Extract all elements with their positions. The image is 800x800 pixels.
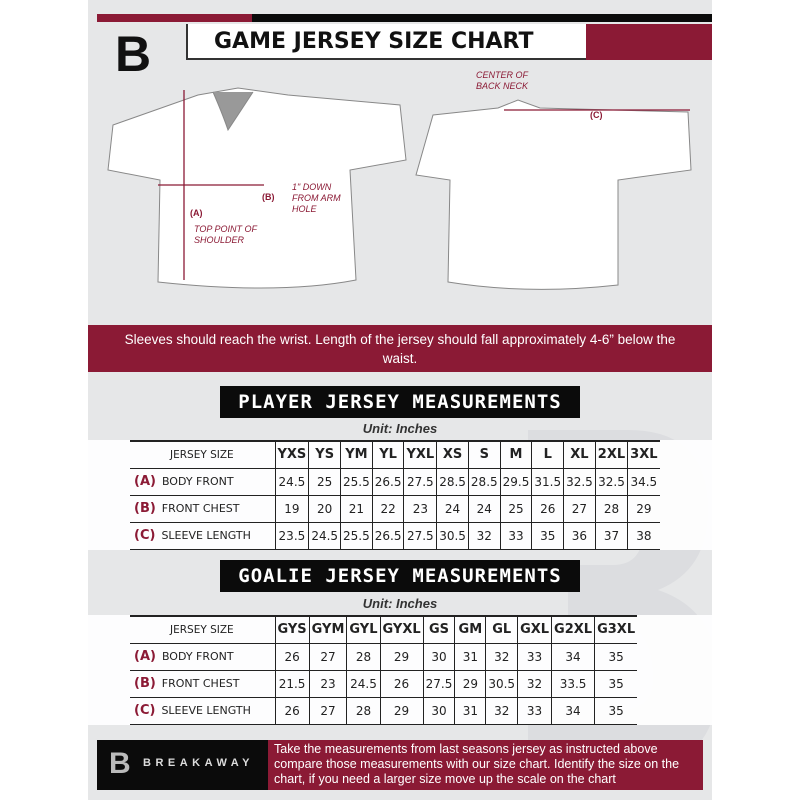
table-cell: 22 (372, 495, 404, 522)
size-gl: GL (486, 616, 518, 643)
size-xs: XS (437, 441, 469, 468)
table-cell: 28 (595, 495, 627, 522)
table-cell: 29 (380, 643, 423, 670)
row-label (130, 670, 275, 697)
size-s: S (468, 441, 500, 468)
table-cell: 23 (404, 495, 437, 522)
table-cell: 31 (455, 643, 486, 670)
table-cell: 21 (341, 495, 373, 522)
size-g3xl: G3XL (595, 616, 638, 643)
footer-instructions: Take the measurements from last seasons jersey as instructed above compare those measurements with our size chart. Identify the size on the chart, if you need a larger size move up the scale on the chart (268, 740, 703, 790)
size-header-row (130, 616, 637, 643)
size-gm: GM (455, 616, 486, 643)
table-cell: 27 (564, 495, 596, 522)
size-header-row (130, 441, 660, 468)
row-key: (B) (134, 501, 156, 516)
size-yl: YL (372, 441, 404, 468)
row-name: SLEEVE LENGTH (161, 529, 251, 542)
table-cell: 35 (595, 643, 638, 670)
table-cell: 27 (309, 643, 347, 670)
table-cell: 34 (552, 697, 595, 724)
table-row (130, 468, 660, 495)
table-cell: 32.5 (595, 468, 627, 495)
table-cell: 34.5 (628, 468, 660, 495)
table-cell: 26 (532, 495, 564, 522)
jersey-diagram (88, 70, 712, 310)
size-gyxl: GYXL (380, 616, 423, 643)
table-cell: 30.5 (437, 522, 469, 549)
c-label: (C) (590, 110, 603, 120)
shoulder-label: TOP POINT OF SHOULDER (194, 224, 257, 245)
goalie-unit: Unit: Inches (362, 596, 438, 611)
table-row (130, 697, 637, 724)
table-cell: 30 (423, 697, 455, 724)
table-cell: 26 (275, 697, 309, 724)
size-2xl: 2XL (595, 441, 627, 468)
size-3xl: 3XL (628, 441, 660, 468)
table-cell: 33 (518, 697, 552, 724)
table-cell: 24.5 (347, 670, 380, 697)
table-cell: 20 (309, 495, 341, 522)
size-xl: XL (564, 441, 596, 468)
center-back-neck-label: CENTER OF BACK NECK (476, 70, 529, 91)
table-cell: 35 (595, 697, 638, 724)
table-cell: 33.5 (552, 670, 595, 697)
brand-logo: B (115, 26, 152, 82)
table-cell: 24 (437, 495, 469, 522)
player-title: PLAYER JERSEY MEASUREMENTS (220, 386, 580, 418)
table-cell: 32.5 (564, 468, 596, 495)
b-label: (B) (262, 192, 275, 202)
size-gym: GYM (309, 616, 347, 643)
table-cell: 31 (455, 697, 486, 724)
table-cell: 29 (628, 495, 660, 522)
table-cell: 33 (500, 522, 532, 549)
table-cell: 29 (380, 697, 423, 724)
table-cell: 28 (347, 697, 380, 724)
row-key: (B) (134, 676, 156, 691)
table-cell: 36 (564, 522, 596, 549)
table-cell: 26 (275, 643, 309, 670)
player-table (88, 440, 712, 550)
back-jersey (416, 100, 691, 289)
size-g2xl: G2XL (552, 616, 595, 643)
table-cell: 33 (518, 643, 552, 670)
table-cell: 27.5 (404, 522, 437, 549)
table-cell: 25.5 (341, 468, 373, 495)
table-cell: 32 (518, 670, 552, 697)
table-cell: 23.5 (275, 522, 309, 549)
table-cell: 25.5 (341, 522, 373, 549)
table-row (130, 670, 637, 697)
size-gs: GS (423, 616, 455, 643)
fit-note (88, 325, 712, 372)
table-cell: 21.5 (275, 670, 309, 697)
table-cell: 28.5 (437, 468, 469, 495)
table-cell: 27.5 (404, 468, 437, 495)
top-bar-maroon (97, 14, 252, 22)
table-cell: 29.5 (500, 468, 532, 495)
row-name: BODY FRONT (161, 650, 234, 663)
page-title: GAME JERSEY SIZE CHART (186, 24, 586, 60)
row-label (130, 697, 275, 724)
table-cell: 23 (309, 670, 347, 697)
table-cell: 27 (309, 697, 347, 724)
table-cell: 32 (468, 522, 500, 549)
title-accent (586, 24, 712, 60)
size-l: L (532, 441, 564, 468)
table-cell: 37 (595, 522, 627, 549)
table-cell: 25 (500, 495, 532, 522)
row-label (130, 643, 275, 670)
row-label (130, 468, 275, 495)
size-chart-panel (88, 0, 712, 800)
row-name: SLEEVE LENGTH (161, 704, 251, 717)
table-cell: 24.5 (275, 468, 309, 495)
table-cell: 26.5 (372, 522, 404, 549)
front-jersey (108, 88, 406, 288)
table-cell: 28.5 (468, 468, 500, 495)
size-gys: GYS (275, 616, 309, 643)
table-cell: 28 (347, 643, 380, 670)
size-yxl: YXL (404, 441, 437, 468)
size-gyl: GYL (347, 616, 380, 643)
row-name: BODY FRONT (161, 475, 234, 488)
footer-brand-name: BREAKAWAY (143, 757, 254, 769)
top-bar-black (252, 14, 712, 22)
footer-logo: B (109, 747, 131, 780)
row-key: (A) (134, 474, 156, 489)
table-cell: 26.5 (372, 468, 404, 495)
table-cell: 34 (552, 643, 595, 670)
footer-brand (97, 740, 268, 790)
armhole-label: 1" DOWN FROM ARM HOLE (292, 182, 341, 214)
player-unit: Unit: Inches (362, 421, 438, 436)
table-cell: 38 (628, 522, 660, 549)
table-cell: 35 (595, 670, 638, 697)
table-cell: 26 (380, 670, 423, 697)
fit-note-text: Sleeves should reach the wrist. Length of the jersey should fall approximately 4-6” below the waist. (124, 332, 676, 366)
row-label (130, 522, 275, 549)
size-header: JERSEY SIZE (130, 441, 275, 468)
table-row (130, 522, 660, 549)
table-cell: 25 (309, 468, 341, 495)
table-cell: 35 (532, 522, 564, 549)
table-row (130, 495, 660, 522)
row-name: FRONT CHEST (161, 502, 240, 515)
size-ym: YM (341, 441, 373, 468)
table-cell: 30 (423, 643, 455, 670)
table-cell: 27.5 (423, 670, 455, 697)
table-cell: 31.5 (532, 468, 564, 495)
table-cell: 32 (486, 697, 518, 724)
a-label: (A) (190, 208, 203, 218)
size-ys: YS (309, 441, 341, 468)
goalie-table (88, 615, 712, 725)
table-cell: 24 (468, 495, 500, 522)
goalie-title: GOALIE JERSEY MEASUREMENTS (220, 560, 580, 592)
table-cell: 19 (275, 495, 309, 522)
size-yxs: YXS (275, 441, 309, 468)
size-header: JERSEY SIZE (130, 616, 275, 643)
table-cell: 24.5 (309, 522, 341, 549)
row-key: (C) (134, 703, 156, 718)
size-gxl: GXL (518, 616, 552, 643)
size-m: M (500, 441, 532, 468)
row-key: (A) (134, 649, 156, 664)
row-key: (C) (134, 528, 156, 543)
row-name: FRONT CHEST (161, 677, 240, 690)
table-cell: 32 (486, 643, 518, 670)
table-cell: 30.5 (486, 670, 518, 697)
row-label (130, 495, 275, 522)
table-row (130, 643, 637, 670)
table-cell: 29 (455, 670, 486, 697)
